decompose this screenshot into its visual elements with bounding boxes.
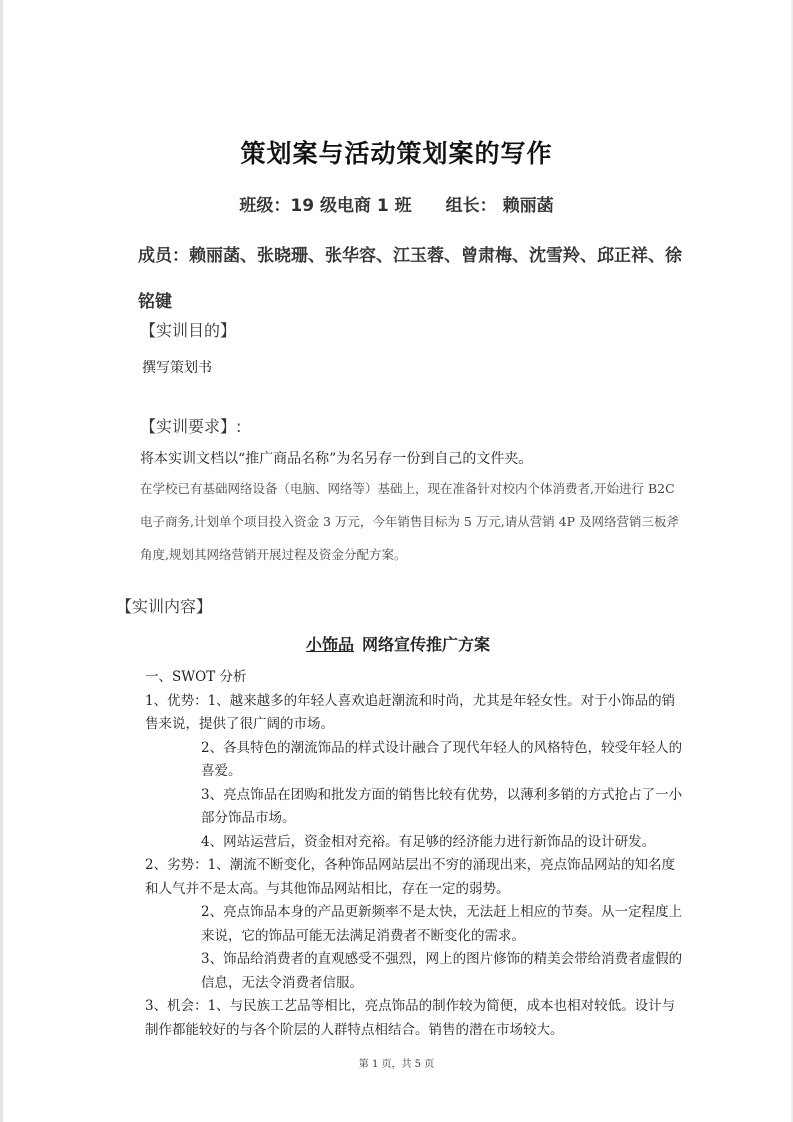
leader-label: 组长： 赖丽菡 xyxy=(445,196,554,216)
paragraph: 4、网站运营后，资金相对充裕。有足够的经济能力进行新饰品的设计研发。 xyxy=(201,833,656,850)
paragraph: 3、亮点饰品在团购和批发方面的销售比较有优势，以薄利多销的方式抢占了一小部分饰品市场。 xyxy=(201,786,683,826)
plan-product: 小饰品 xyxy=(306,635,355,654)
requirement-paragraph: 在学校已有基础网络设备（电脑、网络等）基础上，现在准备针对校内个体消费者,开始进行 B2C 电子商务,计划单个项目投入资金 3 万元，今年销售目标为 5 万元,请从营销 4P 及网络营销三板斧角度,规划其网络营销开展过程及资金分配方案。 xyxy=(140,481,680,562)
paragraph: 1、优势：1、越来越多的年轻人喜欢追赶潮流和时尚，尤其是年轻女性。对于小饰品的销售来说，提供了很广阔的市场。 xyxy=(145,692,676,732)
paragraph: 3、机会：1、与民族工艺品等相比，亮点饰品的制作较为简便，成本也相对较低。设计与制作都能较好的与各个阶层的人群特点相结合。销售的潜在市场较大。 xyxy=(145,998,676,1038)
purpose-heading: 【实训目的】 xyxy=(140,321,237,340)
paragraph: 3、饰品给消费者的直观感受不强烈，网上的图片修饰的精美会带给消费者虚假的信息，无法令消费者信服。 xyxy=(201,951,683,991)
class-label: 班级：19 级电商 1 班 xyxy=(239,196,412,216)
paragraph: 2、亮点饰品本身的产品更新频率不是太快，无法赶上相应的节奏。从一定程度上来说，它的饰品可能无法满足消费者不断变化的需求。 xyxy=(201,904,683,944)
swot-content xyxy=(145,666,685,1042)
paragraph: 2、劣势：1、潮流不断变化，各种饰品网站层出不穷的涌现出来，亮点饰品网站的知名度和人气并不是太高。与其他饰品网站相比，存在一定的弱势。 xyxy=(145,857,676,897)
document-title: 策划案与活动策划案的写作 xyxy=(240,139,553,168)
swot-heading: 一、SWOT 分析 xyxy=(145,669,247,685)
paragraph: 2、各具特色的潮流饰品的样式设计融合了现代年轻人的风格特色，较受年轻人的喜爱。 xyxy=(201,739,683,779)
purpose-text: 撰写策划书 xyxy=(142,360,212,376)
requirement-line: 将本实训文档以“推广商品名称”为名另存一份到自己的文件夹。 xyxy=(140,451,533,467)
members-list: 成员：赖丽菡、张晓珊、张华容、江玉蓉、曾肃梅、沈雪羚、邱正祥、徐铭键 xyxy=(138,246,682,312)
requirement-heading: 【实训要求】: xyxy=(140,417,242,436)
content-heading: 【实训内容】 xyxy=(116,597,213,616)
plan-title-rest: 网络宣传推广方案 xyxy=(362,635,491,654)
class-info xyxy=(0,191,793,216)
page-footer: 第 1 页，共 5 页 xyxy=(358,1059,435,1070)
plan-title xyxy=(298,632,490,655)
